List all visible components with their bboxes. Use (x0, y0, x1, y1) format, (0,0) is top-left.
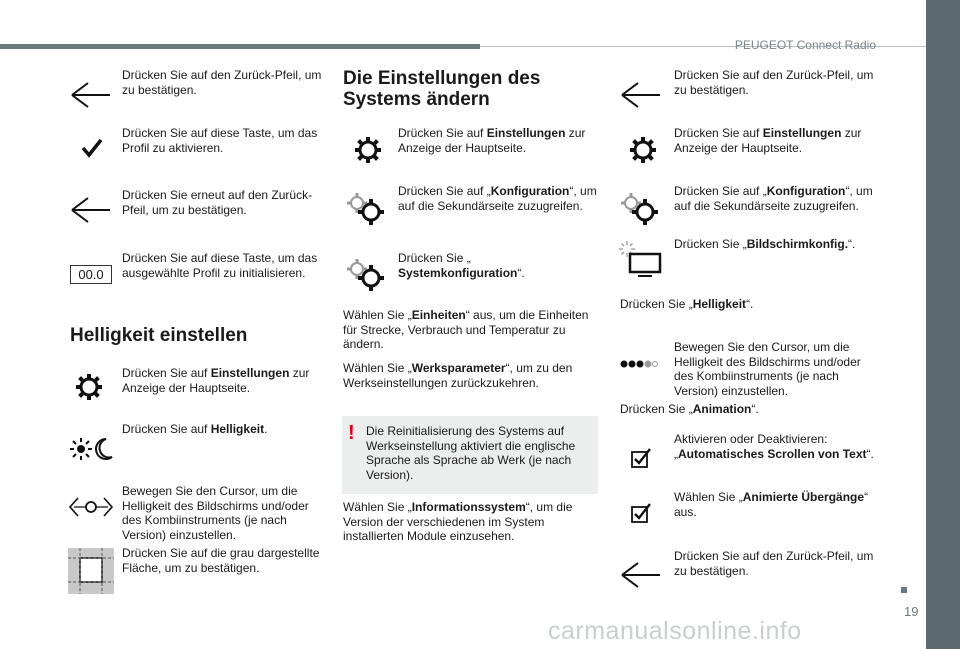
col3-item-2-text: Drücken Sie auf Einstellungen zur Anzeige der Hauptseite. (674, 126, 862, 155)
col3-check2-text: Wählen Sie „Animierte Übergänge“ aus. (674, 490, 869, 519)
page-edge-bar (926, 0, 960, 649)
col3-item-4-text: Drücken Sie „Bildschirmkonfig.“. (674, 237, 856, 251)
reset-box-icon: 00.0 (70, 265, 112, 284)
col2-para-factory: Wählen Sie „Werksparameter“, um zu den Werkseinstellungen zurückzukehren. (343, 361, 573, 390)
section-title-system-line1: Die Einstellungen des (343, 68, 541, 89)
col3-check1-text: Aktivieren oder Deaktivieren: „Automatisches Scrollen von Text“. (674, 432, 874, 461)
watermark: carmanualsonline.info (548, 617, 802, 645)
warning-note (342, 416, 598, 494)
back-arrow-icon (70, 195, 112, 225)
section-title-brightness: Helligkeit einstellen (70, 325, 248, 346)
page-marker (901, 587, 907, 593)
gear-icon (630, 137, 656, 163)
col1-item-4-text: Drücken Sie auf diese Taste, um das ausgewählte Profil zu initialisieren. (122, 251, 318, 280)
checkbox-icon (630, 502, 652, 524)
header-rule (0, 44, 480, 49)
grey-area-icon (68, 548, 114, 594)
back-arrow-icon (620, 80, 662, 110)
col2-item-1-text: Drücken Sie auf Einstellungen zur Anzeige der Hauptseite. (398, 126, 586, 155)
checkbox-icon (630, 447, 652, 469)
col1-brightness-1-text: Drücken Sie auf Einstellungen zur Anzeige der Hauptseite. (122, 366, 310, 395)
col3-slider-text: Bewegen Sie den Cursor, um die Helligkeit des Bildschirms und/oder des Kombiinstruments (je nach Version) einzustellen. (674, 340, 861, 398)
col2-para-info: Wählen Sie „Informationssystem“, um die Version der verschiedenen im System installierten Module einzusehen. (343, 500, 573, 543)
sun-moon-icon (70, 436, 114, 462)
gear-icon (76, 374, 102, 400)
back-arrow-icon (70, 80, 112, 110)
col1-item-2-text: Drücken Sie auf diese Taste, um das Profil zu aktivieren. (122, 126, 318, 155)
col3-back-text: Drücken Sie auf den Zurück-Pfeil, um zu bestätigen. (674, 549, 874, 578)
col2-item-3-text: Drücken Sie „ Systemkonfiguration“. (398, 251, 525, 280)
col1-brightness-2-text: Drücken Sie auf Helligkeit. (122, 422, 268, 436)
col2-para-units: Wählen Sie „Einheiten“ aus, um die Einheiten für Strecke, Verbrauch und Temperatur zu ändern. (343, 308, 589, 351)
col1-brightness-4-text: Drücken Sie auf die grau dargestellte Fläche, um zu bestätigen. (122, 546, 320, 575)
screen-brightness-icon (618, 240, 664, 278)
col2-item-2-text: Drücken Sie auf „Konfiguration“, um auf die Sekundärseite zuzugreifen. (398, 184, 597, 213)
double-gear-icon (620, 192, 660, 226)
back-arrow-icon (620, 560, 662, 590)
warning-icon: ! (348, 422, 355, 444)
page-number: 19 (904, 604, 919, 619)
col3-item-3-text: Drücken Sie auf „Konfiguration“, um auf die Sekundärseite zuzugreifen. (674, 184, 873, 213)
slider-arrows-icon (68, 494, 114, 520)
col3-para-helligkeit: Drücken Sie „Helligkeit“. (620, 297, 754, 311)
col1-brightness-3-text: Bewegen Sie den Cursor, um die Helligkeit des Bildschirms und/oder des Kombiinstruments (je nach Version) einzustellen. (122, 484, 309, 542)
gear-icon (355, 137, 381, 163)
double-gear-icon (346, 258, 386, 292)
warning-note-text: Die Reinitialisierung des Systems auf Werkseinstellung aktiviert die englische Sprache als Sprache ab Werk (je nach Version). (366, 424, 576, 482)
col1-item-3-text: Drücken Sie erneut auf den Zurück-Pfeil, um zu bestätigen. (122, 188, 313, 217)
checkmark-icon (80, 136, 104, 160)
double-gear-icon (346, 192, 386, 226)
section-title-system-line2: Systems ändern (343, 89, 490, 110)
col3-item-1-text: Drücken Sie auf den Zurück-Pfeil, um zu bestätigen. (674, 68, 874, 97)
col3-para-animation: Drücken Sie „Animation“. (620, 402, 759, 416)
col1-item-1-text: Drücken Sie auf den Zurück-Pfeil, um zu bestätigen. (122, 68, 322, 97)
header-title: PEUGEOT Connect Radio (734, 38, 876, 52)
brightness-slider-icon (620, 359, 658, 369)
